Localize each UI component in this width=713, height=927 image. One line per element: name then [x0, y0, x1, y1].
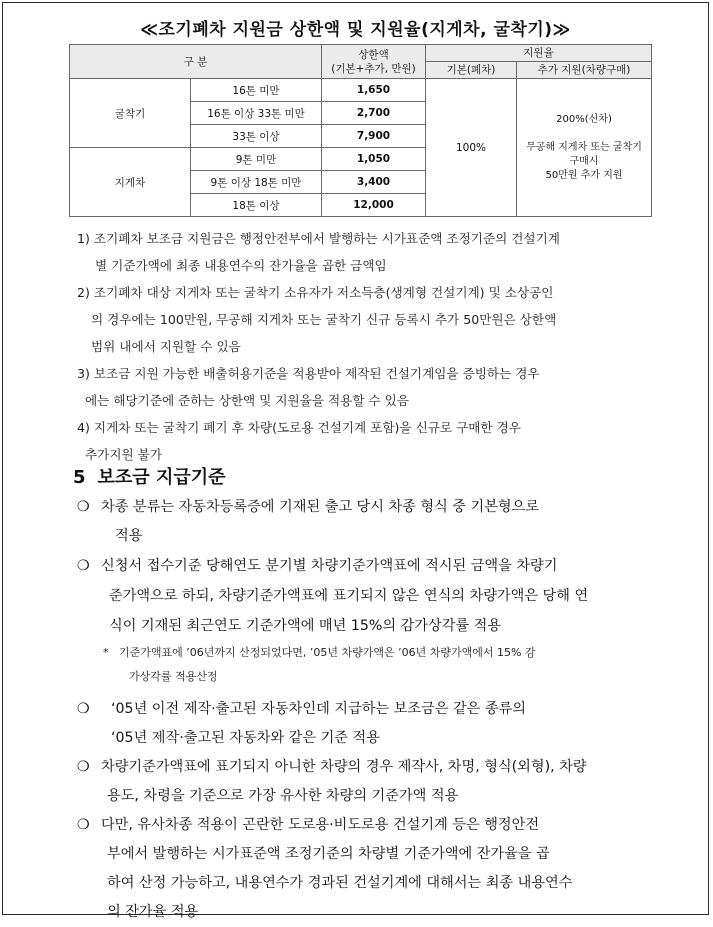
size-cell: 16톤 이상 33톤 미만 — [191, 102, 322, 125]
section-number: 5 — [73, 467, 86, 488]
header-limit-line2: (기본+추가, 만원) — [331, 62, 416, 75]
bullet-line: 준가액으로 하되, 차량기준가액표에 표기되지 않은 연식의 차량가액은 당해 연 — [109, 588, 589, 604]
list-item — [75, 811, 665, 927]
bullet-circle-icon: ❍ — [77, 558, 90, 574]
header-limit-line1: 상한액 — [358, 48, 389, 61]
extra-note-line3: 50만원 추가 지원 — [545, 169, 623, 181]
list-item — [75, 695, 665, 753]
basic-rate-cell: 100% — [426, 79, 517, 217]
note-line: 추가지원 불가 — [85, 447, 162, 462]
group-name-forklift: 지게차 — [70, 148, 191, 217]
list-item — [75, 551, 665, 641]
criteria-list — [75, 493, 665, 927]
limit-cell: 1,050 — [322, 148, 426, 171]
note-line: 의 경우에는 100만원, 무공해 지게차 또는 굴착기 신규 등록시 추가 50만원은 상한액 — [91, 312, 557, 327]
document-page — [2, 2, 709, 920]
support-table — [69, 44, 652, 217]
header-category: 구 분 — [70, 45, 322, 79]
footnote-item — [75, 641, 665, 689]
size-cell: 9톤 미만 — [191, 148, 322, 171]
limit-cell: 12,000 — [322, 194, 426, 217]
note-line: 별 기준가액에 최종 내용연수의 잔가율을 곱한 금액임 — [95, 258, 387, 273]
extra-rate: 200%(신차) — [556, 113, 612, 125]
note-item — [77, 360, 657, 414]
limit-cell: 1,650 — [322, 79, 426, 102]
header-support: 지원율 — [426, 45, 652, 62]
bullet-line: 차량기준가액표에 표기되지 아니한 차량의 경우 제작사, 차명, 형식(외형), 차량 — [101, 759, 587, 775]
bullet-line: ‘05년 이전 제작·출고된 자동차인데 지급하는 보조금은 같은 종류의 — [111, 701, 526, 717]
note-item — [77, 279, 657, 360]
note-line: 1) 조기폐차 보조금 지원금은 행정안전부에서 발행하는 시가표준액 조정기준의 건설기계 — [77, 231, 560, 246]
note-line: 에는 해당기준에 준하는 상한액 및 지원율을 적용할 수 있음 — [85, 393, 409, 408]
note-line: 4) 지게차 또는 굴착기 폐기 후 차량(도로용 건설기계 포함)을 신규로 구매한 경우 — [77, 420, 521, 435]
extra-rate-cell — [517, 79, 652, 217]
note-line: 3) 보조금 지원 가능한 배출허용기준을 적용받아 제작된 건설기계임을 증빙하는 경우 — [77, 366, 540, 381]
header-limit — [322, 45, 426, 79]
bullet-line: 신청서 접수기준 당해연도 분기별 차량기준가액표에 적시된 금액을 차량기 — [101, 558, 558, 574]
list-item — [75, 753, 665, 811]
page-title: ≪조기폐차 지원금 상한액 및 지원율(지게차, 굴착기)≫ — [140, 20, 571, 40]
note-item — [77, 414, 657, 468]
header-extra: 추가 지원(차량구매) — [517, 62, 652, 79]
size-cell: 33톤 이상 — [191, 125, 322, 148]
bullet-circle-icon: ❍ — [77, 817, 90, 833]
bullet-line: 적용 — [115, 528, 143, 544]
header-basic: 기본(폐차) — [426, 62, 517, 79]
extra-note-line1: 무공해 지게차 또는 굴착기 — [526, 141, 642, 153]
bullet-line: ‘05년 제작·출고된 자동차와 같은 기준 적용 — [111, 730, 380, 746]
section-heading — [73, 463, 226, 489]
asterisk-mark: * — [103, 646, 109, 659]
bullet-line: 다만, 유사차종 적용이 곤란한 도로용·비도로용 건설기계 등은 행정안전 — [101, 817, 540, 833]
bullet-line: 하여 산정 가능하고, 내용연수가 경과된 건설기계에 대해서는 최종 내용연수 — [107, 875, 573, 891]
note-item — [77, 225, 657, 279]
size-cell: 18톤 이상 — [191, 194, 322, 217]
list-item — [75, 493, 665, 551]
size-cell: 9톤 이상 18톤 미만 — [191, 171, 322, 194]
note-line: 범위 내에서 지원할 수 있음 — [91, 339, 241, 354]
size-cell: 16톤 미만 — [191, 79, 322, 102]
bullet-line: 식이 기재된 최근연도 기준가액에 매년 15%의 감가상각률 적용 — [109, 618, 502, 634]
bullet-line: 차종 분류는 자동차등록증에 기재된 출고 당시 차종 형식 중 기본형으로 — [101, 499, 540, 515]
limit-cell: 2,700 — [322, 102, 426, 125]
bullet-line: 의 잔가율 적용 — [107, 904, 199, 920]
bullet-circle-icon: ❍ — [77, 701, 90, 717]
bullet-circle-icon: ❍ — [77, 759, 90, 775]
limit-cell: 3,400 — [322, 171, 426, 194]
bullet-circle-icon: ❍ — [77, 499, 90, 515]
section-title: 보조금 지급기준 — [97, 467, 226, 488]
group-name-excavator: 굴착기 — [70, 79, 191, 148]
table-row — [70, 79, 652, 102]
bullet-line: 부에서 발행하는 시가표준액 조정기준의 차량별 기준가액에 잔가율을 곱 — [107, 846, 550, 862]
footnote-line: 가상각률 적용산정 — [129, 670, 218, 683]
limit-cell: 7,900 — [322, 125, 426, 148]
footnote-line: 기준가액표에 ’06년까지 산정되었다면, ’05년 차량가액은 ’06년 차량가액에서 15% 감 — [119, 646, 536, 659]
note-line: 2) 조기폐차 대상 지게차 또는 굴착기 소유자가 저소득층(생계형 건설기계) 및 소상공인 — [77, 285, 554, 300]
bullet-line: 용도, 차령을 기준으로 가장 유사한 차량의 기준가액 적용 — [107, 788, 459, 804]
table-notes — [77, 225, 657, 468]
extra-note-line2: 구매시 — [569, 155, 599, 167]
